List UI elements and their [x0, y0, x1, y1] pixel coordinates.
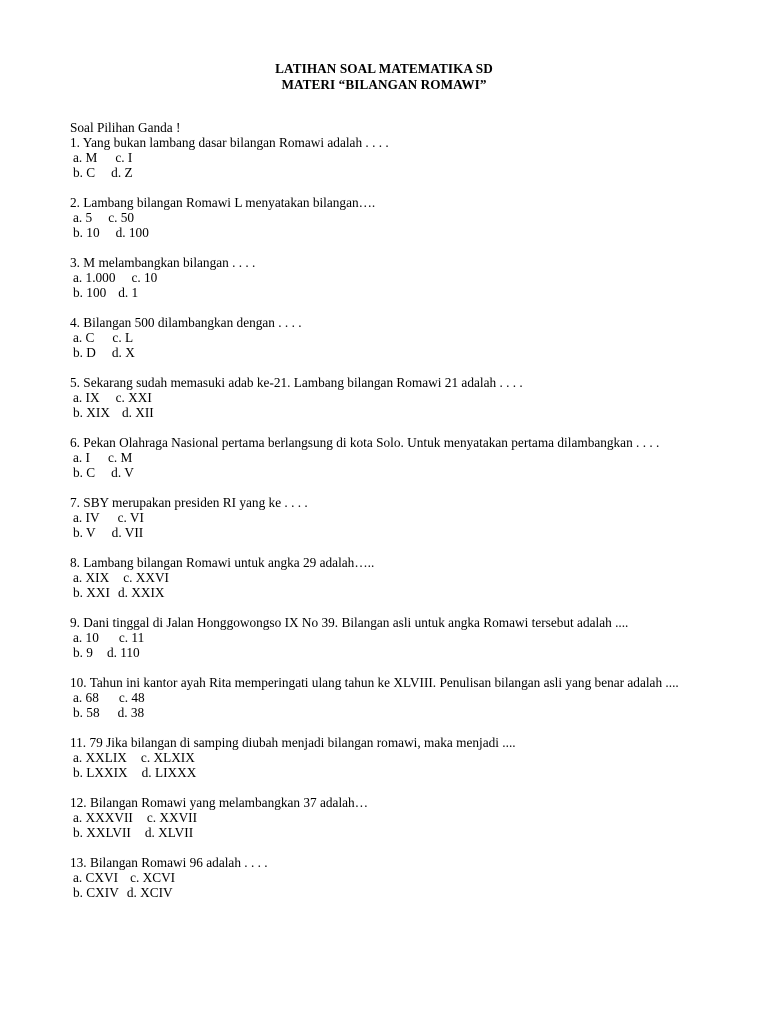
option-c: c. VI [117, 510, 144, 525]
options-row-ac [73, 390, 679, 405]
question-text: 4. Bilangan 500 dilambangkan dengan . . . . [70, 315, 302, 330]
option-c: c. XLXIX [140, 750, 195, 765]
options-row-ac [73, 810, 679, 825]
question-10 [70, 675, 679, 720]
option-d: d. XII [121, 405, 154, 420]
question-2 [70, 195, 679, 240]
option-d: d. Z [111, 165, 133, 180]
option-a: a. IV [73, 510, 100, 525]
option-a: a. IX [73, 390, 100, 405]
option-d: d. V [111, 465, 134, 480]
option-a: a. 5 [73, 210, 93, 225]
options-row-ac [73, 750, 679, 765]
option-a: a. CXVI [73, 870, 119, 885]
option-c: c. 48 [118, 690, 145, 705]
option-b: b. LXXIX [73, 765, 128, 780]
option-a: a. 10 [73, 630, 99, 645]
question-text: 2. Lambang bilangan Romawi L menyatakan bilangan…. [70, 195, 376, 210]
question-text: 3. M melambangkan bilangan . . . . [70, 255, 256, 270]
option-c: c. XCVI [130, 870, 176, 885]
question-13 [70, 855, 679, 900]
options-row-bd [73, 345, 679, 360]
option-b: b. CXIV [73, 885, 119, 900]
options-row-bd [73, 465, 679, 480]
options-row-ac [73, 630, 679, 645]
options-row-ac [73, 330, 679, 345]
option-a: a. XIX [73, 570, 110, 585]
option-b: b. D [73, 345, 96, 360]
option-d: d. 1 [118, 285, 139, 300]
option-b: b. 58 [73, 705, 100, 720]
question-12 [70, 795, 679, 840]
option-a: a. XXXVII [73, 810, 133, 825]
question-1 [70, 135, 679, 180]
options-row-ac [73, 210, 679, 225]
options-row-ac [73, 870, 679, 885]
options-row-bd [73, 405, 679, 420]
option-a: a. XXLIX [73, 750, 127, 765]
option-d: d. X [111, 345, 135, 360]
option-d: d. 110 [106, 645, 140, 660]
options-row-ac [73, 270, 679, 285]
question-text: 11. 79 Jika bilangan di samping diubah menjadi bilangan romawi, maka menjadi .... [70, 735, 516, 750]
option-b: b. XXLVII [73, 825, 131, 840]
question-8 [70, 555, 679, 600]
options-row-bd [73, 225, 679, 240]
question-text: 9. Dani tinggal di Jalan Honggowongso IX No 39. Bilangan asli untuk angka Romawi tersebut adalah .... [70, 615, 629, 630]
options-row-ac [73, 150, 679, 165]
option-d: d. VII [111, 525, 144, 540]
options-row-ac [73, 510, 679, 525]
option-c: c. M [107, 450, 133, 465]
option-c: c. I [115, 150, 133, 165]
question-9 [70, 615, 679, 660]
document-title: LATIHAN SOAL MATEMATIKA SD [275, 61, 493, 76]
options-row-bd [73, 705, 679, 720]
options-row-bd [73, 165, 679, 180]
question-11 [70, 735, 679, 780]
option-b: b. C [73, 465, 96, 480]
options-row-bd [73, 645, 679, 660]
option-c: c. 11 [118, 630, 145, 645]
option-d: d. XLVII [144, 825, 194, 840]
option-d: d. XXIX [117, 585, 165, 600]
options-row-ac [73, 690, 679, 705]
option-a: a. 68 [73, 690, 99, 705]
question-6 [70, 435, 679, 480]
question-text: 1. Yang bukan lambang dasar bilangan Romawi adalah . . . . [70, 135, 389, 150]
question-text: 6. Pekan Olahraga Nasional pertama berlangsung di kota Solo. Untuk menyatakan pertama dilambangkan . . . . [70, 435, 660, 450]
options-row-bd [73, 285, 679, 300]
question-text: 8. Lambang bilangan Romawi untuk angka 29 adalah….. [70, 555, 375, 570]
question-5 [70, 375, 679, 420]
question-text: 7. SBY merupakan presiden RI yang ke . . . . [70, 495, 308, 510]
question-list [70, 120, 679, 915]
option-c: c. XXI [115, 390, 152, 405]
option-d: d. 38 [117, 705, 145, 720]
options-row-bd [73, 765, 679, 780]
question-4 [70, 315, 679, 360]
option-d: d. XCIV [126, 885, 173, 900]
option-b: b. 10 [73, 225, 100, 240]
option-c: c. 10 [131, 270, 158, 285]
question-7 [70, 495, 679, 540]
option-a: a. C [73, 330, 95, 345]
option-a: a. M [73, 150, 98, 165]
option-b: b. 9 [73, 645, 93, 660]
options-row-bd [73, 825, 679, 840]
options-row-bd [73, 585, 679, 600]
option-c: c. XXVII [146, 810, 198, 825]
option-d: d. LIXXX [141, 765, 197, 780]
question-3 [70, 255, 679, 300]
option-d: d. 100 [115, 225, 149, 240]
question-text: 13. Bilangan Romawi 96 adalah . . . . [70, 855, 268, 870]
options-row-ac [73, 450, 679, 465]
options-row-bd [73, 885, 679, 900]
options-row-ac [73, 570, 679, 585]
document-subtitle: MATERI “BILANGAN ROMAWI” [281, 77, 487, 92]
section-label: Soal Pilihan Ganda ! [70, 120, 181, 135]
option-c: c. L [112, 330, 134, 345]
option-b: b. C [73, 165, 96, 180]
option-b: b. XXI [73, 585, 110, 600]
question-text: 12. Bilangan Romawi yang melambangkan 37 adalah… [70, 795, 368, 810]
option-b: b. 100 [73, 285, 107, 300]
option-a: a. I [73, 450, 90, 465]
question-text: 10. Tahun ini kantor ayah Rita memperingati ulang tahun ke XLVIII. Penulisan bilangan asli yang benar adalah .... [70, 675, 679, 690]
option-c: c. XXVI [123, 570, 169, 585]
option-b: b. V [73, 525, 96, 540]
question-text: 5. Sekarang sudah memasuki adab ke-21. Lambang bilangan Romawi 21 adalah . . . . [70, 375, 523, 390]
option-c: c. 50 [108, 210, 135, 225]
option-b: b. XIX [73, 405, 110, 420]
options-row-bd [73, 525, 679, 540]
option-a: a. 1.000 [73, 270, 116, 285]
